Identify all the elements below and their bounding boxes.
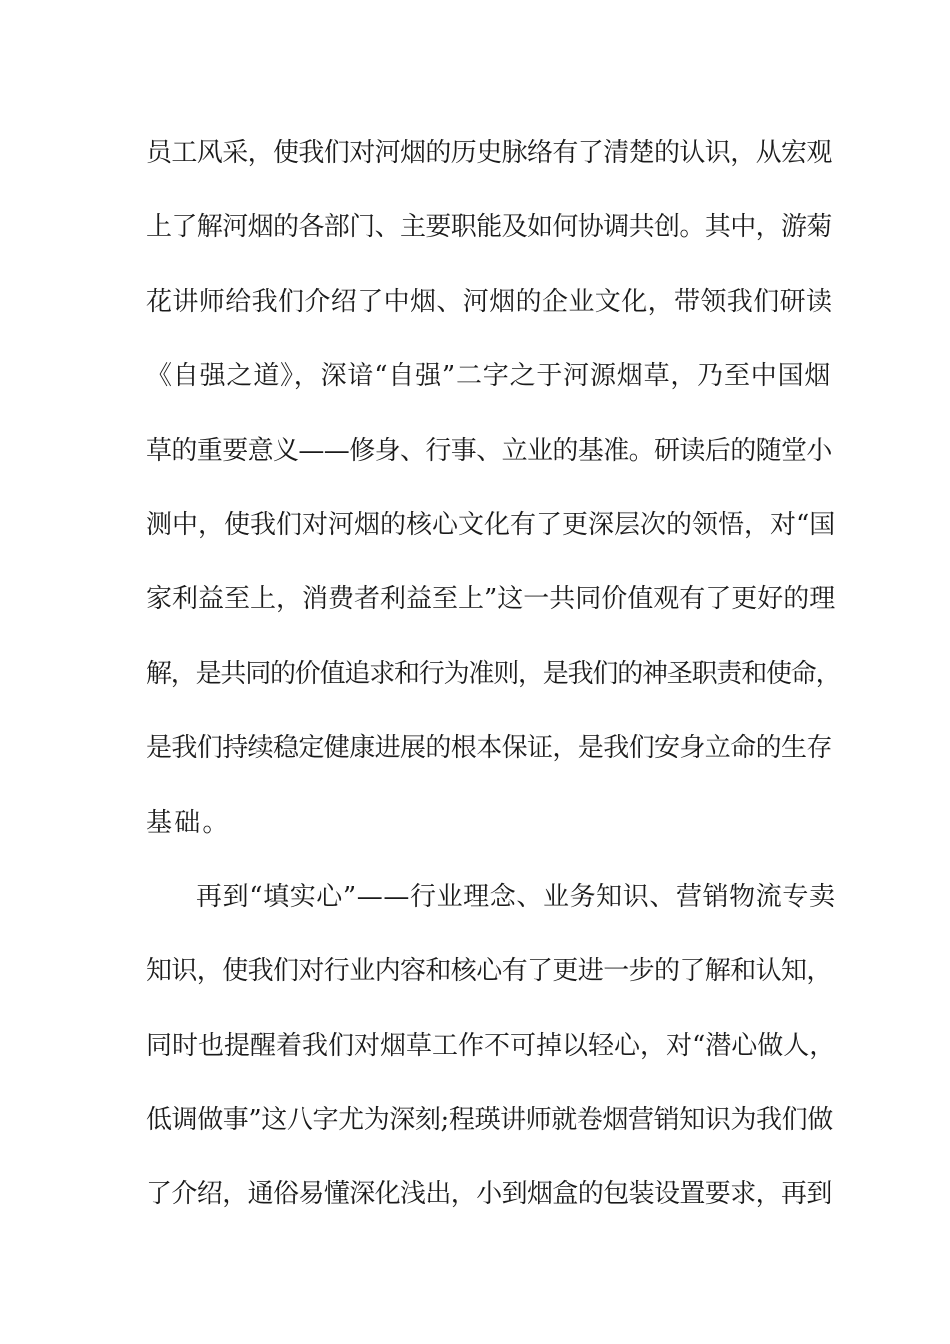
text-line: 《自强之道》，深谙“自强”二字之于河源烟草，乃至中国烟 bbox=[146, 361, 832, 392]
text-line: 花讲师给我们介绍了中烟、河烟的企业文化，带领我们研读 bbox=[146, 286, 833, 317]
text-line: 了介绍，通俗易懂深化浅出，小到烟盒的包装设置要求，再到 bbox=[146, 1179, 832, 1210]
document-body bbox=[146, 128, 841, 1244]
text-line: 知识，使我们对行业内容和核心有了更进一步的了解和认知， bbox=[146, 956, 832, 987]
text-line: 员工风采，使我们对河烟的历史脉络有了清楚的认识，从宏观 bbox=[146, 138, 832, 168]
paragraph-first-line: 再到“填实心”——行业理念、业务知识、营销物流专卖 bbox=[196, 881, 836, 912]
text-line: 是我们持续稳定健康进展的根本保证，是我们安身立命的生存 bbox=[146, 733, 832, 764]
text-line: 草的重要意义——修身、行事、立业的基准。研读后的随堂小 bbox=[146, 435, 832, 466]
text-line: 家利益至上，消费者利益至上”这一共同价值观有了更好的理 bbox=[146, 584, 836, 615]
text-line: 基础。 bbox=[146, 807, 231, 838]
text-line: 解，是共同的价值追求和行为准则，是我们的神圣职责和使命， bbox=[146, 658, 841, 689]
text-line: 测中，使我们对河烟的核心文化有了更深层次的领悟，对“国 bbox=[146, 509, 836, 540]
text-line: 上了解河烟的各部门、主要职能及如何协调共创。其中，游菊 bbox=[146, 212, 832, 243]
text-line: 低调做事”这八字尤为深刻;程瑛讲师就卷烟营销知识为我们做 bbox=[146, 1105, 833, 1136]
text-line: 同时也提醒着我们对烟草工作不可掉以轻心，对“潜心做人， bbox=[146, 1030, 836, 1061]
